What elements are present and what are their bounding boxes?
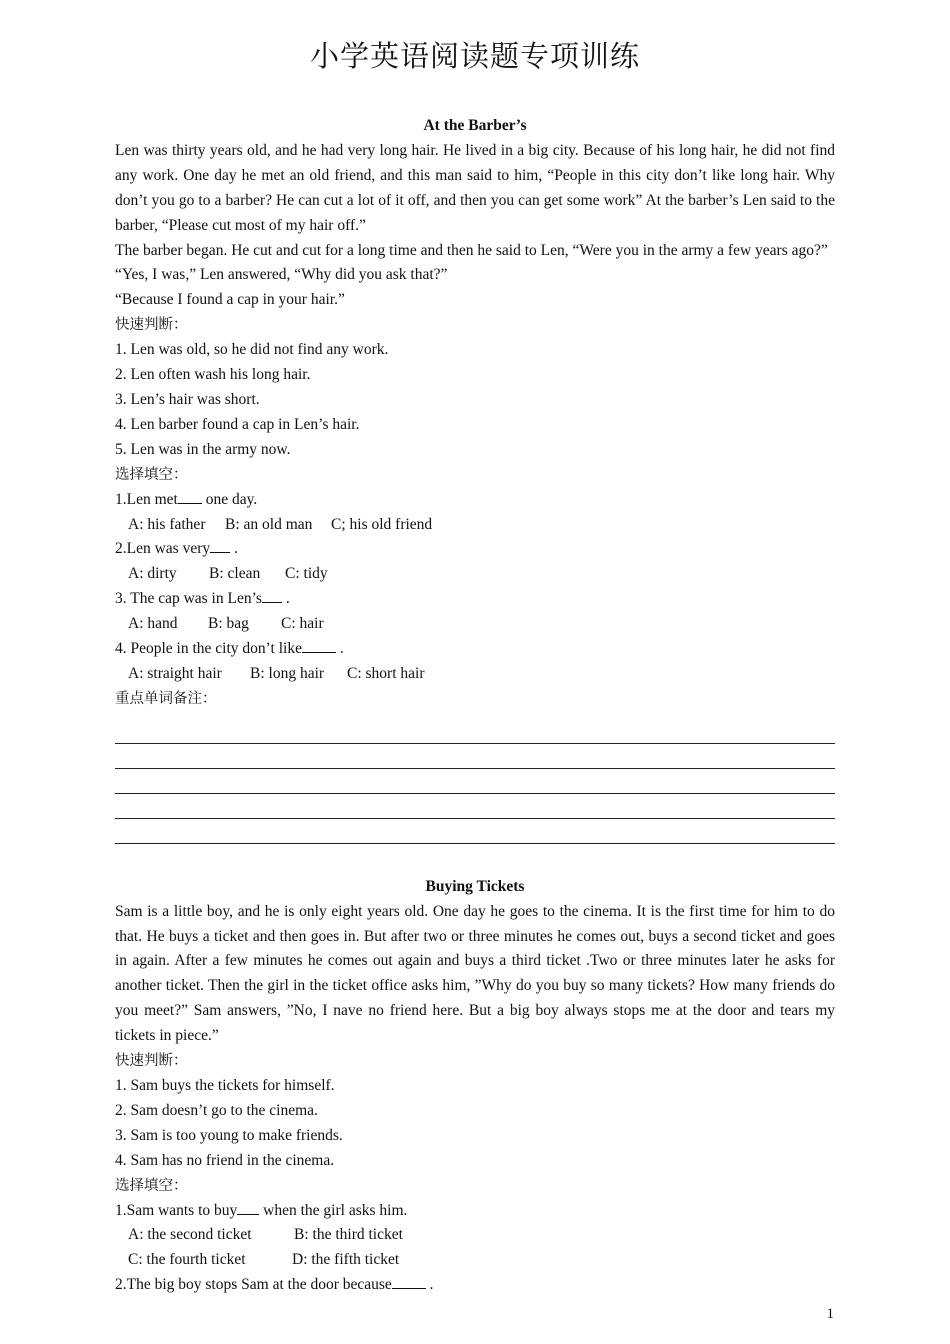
passage1-notes-label: 重点单词备注： [115,690,217,707]
question-stem-end: when the girl asks him. [259,1201,408,1219]
passage1-mc-question-1 [115,488,835,513]
question-stem-end: . [230,540,238,558]
option: C: tidy [285,565,328,583]
passage1-dialogue-1: “Yes, I was,” Len answered, “Why did you ask that?” [115,266,448,284]
option: B: bag [208,615,249,633]
answer-blank[interactable] [178,489,202,504]
option: B: long hair [250,664,325,682]
question-stem: 2.Len was very [115,540,211,558]
passage1-tf-item: 2. Len often wash his long hair. [115,366,311,384]
option: A: straight hair [128,664,222,682]
question-stem-end: . [335,640,344,658]
passage1-mc-options-4 [115,662,835,687]
passage2-tf-label: 快速判断： [115,1053,188,1070]
passage2-mc-label: 选择填空： [115,1177,188,1194]
option: B: the third ticket [294,1226,403,1244]
question-stem: 2.The big boy stops Sam at the door because [115,1276,392,1294]
passage1-text2: The barber began. He cut and cut for a long time and then he said to Len, “Were you in the army a few years ago?” [115,241,828,259]
option: A: hand [128,615,178,633]
passage1-mc-label: 选择填空： [115,466,188,483]
passage1-text: Len was thirty years old, and he had very long hair. He lived in a big city. Because of his long hair, he did not find any work. One day he met an old friend, and this man said to him, “People in this city don’t like long hair. Why don’t you go to a barber? He can cut a lot of it off, and then you can get some work” At the barber’s Len said to the barber, “Please cut most of my hair off.” [115,141,835,234]
passage2-tf-item: 1. Sam buys the tickets for himself. [115,1077,335,1094]
passage1-mc-options-1 [115,513,835,538]
question-stem-end: . [281,590,290,608]
option: C: the fourth ticket [128,1251,246,1269]
note-line[interactable] [115,744,835,769]
answer-blank[interactable] [392,1274,426,1289]
passage2-heading: Buying Tickets [425,877,525,895]
passage1-mc-options-3 [115,612,835,637]
question-stem: 4. People in the city don’t like [115,640,302,658]
note-line[interactable] [115,769,835,794]
passage2-tf-item: 3. Sam is too young to make friends. [115,1126,343,1144]
passage1-tf-label: 快速判断： [115,317,188,334]
option: C: short hair [347,664,425,682]
option: C: hair [281,615,324,633]
passage1-mc-question-4 [115,637,835,662]
page-number: 1 [826,1306,834,1322]
question-stem-end: . [425,1276,434,1294]
passage1-tf-item: 5. Len was in the army now. [115,440,291,458]
answer-blank[interactable] [237,1200,259,1215]
passage1-mc-options-2 [115,562,835,587]
answer-blank[interactable] [302,638,336,653]
answer-blank[interactable] [262,588,282,603]
option: A: dirty [128,565,177,583]
option: A: the second ticket [128,1226,252,1244]
option: A: his father [128,515,206,533]
answer-blank[interactable] [210,538,230,553]
passage2-mc-options-2 [115,1248,835,1273]
option: C; his old friend [331,515,433,533]
passage1-mc-question-3 [115,587,835,612]
option: B: an old man [225,515,313,533]
note-line[interactable] [115,794,835,819]
question-stem-end: one day. [201,490,258,508]
passage1-heading: At the Barber’s [423,117,527,134]
passage1-tf-item: 4. Len barber found a cap in Len’s hair. [115,415,360,433]
passage1-tf-item: 3. Len’s hair was short. [115,390,260,408]
passage2-mc-options-1 [115,1223,835,1248]
passage1-dialogue-2: “Because I found a cap in your hair.” [115,291,345,309]
passage2-tf-item: 4. Sam has no friend in the cinema. [115,1151,335,1169]
passage1-tf-item: 1. Len was old, so he did not find any work. [115,341,389,359]
note-line[interactable] [115,819,835,844]
passage2-mc-question-2 [115,1273,835,1298]
option: D: the fifth ticket [292,1251,400,1269]
passage2-tf-item: 2. Sam doesn’t go to the cinema. [115,1101,318,1119]
page-title: 小学英语阅读题专项训练 [309,39,640,73]
passage2-text: Sam is a little boy, and he is only eight years old. One day he goes to the cinema. It is the first time for him to do that. He buys a ticket and then goes in. But after two or three minutes he comes out, buys a second ticket and goes in again. After a few minutes he comes out again and buys a third ticket .Two or three minutes later he asks for another ticket. Then the girl in the ticket office asks him, ”Why do you buy so many tickets? How many friends do you meet?” Sam answers, ”No, I nave no friend here. But a big boy always stops me at the door and tears my tickets in piece.” [115,902,835,1045]
page-content [115,114,835,1298]
passage2-mc-question-1 [115,1199,835,1224]
question-stem: 1.Sam wants to buy [115,1201,238,1219]
question-stem: 1.Len met [115,490,178,508]
question-stem: 3. The cap was in Len’s [115,590,262,608]
note-line[interactable] [115,719,835,744]
notes-lines [115,719,835,844]
passage1-mc-question-2 [115,537,835,562]
option: B: clean [209,565,261,583]
